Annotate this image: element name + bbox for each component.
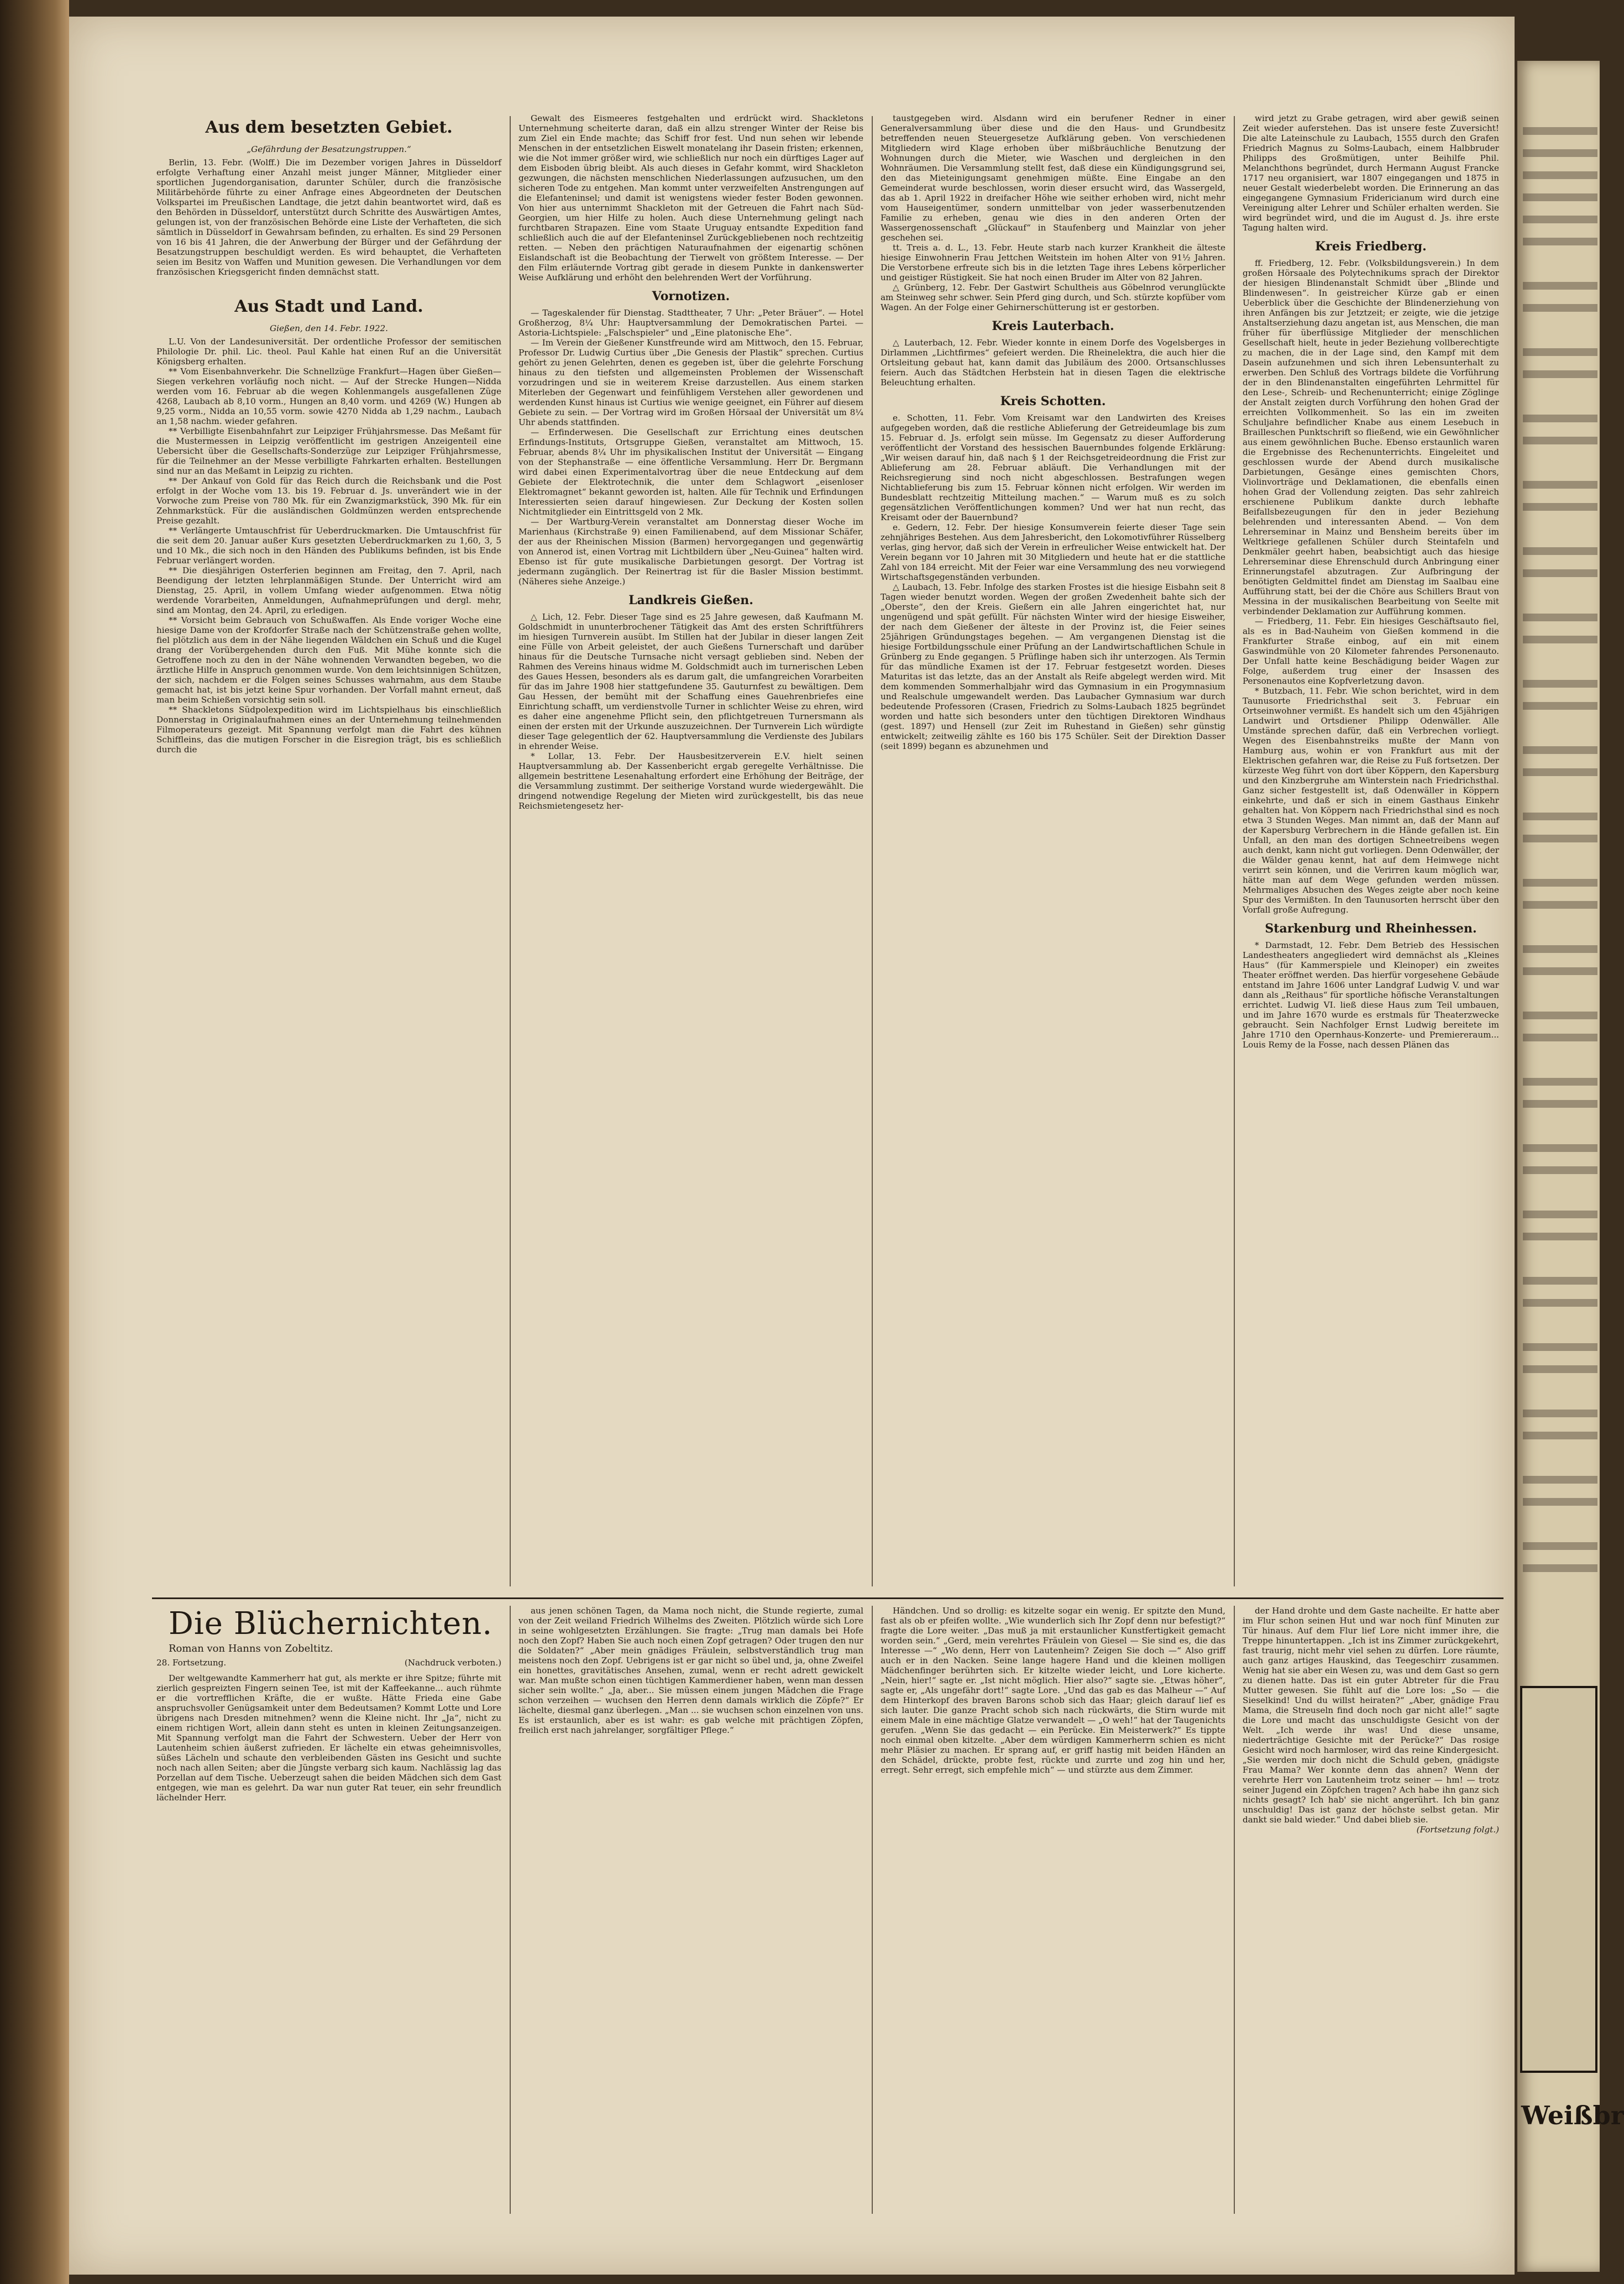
- installment-number: 28. Fortsetzung.: [156, 1658, 227, 1668]
- feuilleton-title: Die Blüchernichten.: [169, 1606, 493, 1642]
- column-rule: [872, 116, 873, 1586]
- feuilleton-column-2: [514, 1606, 868, 2219]
- column-2: [514, 113, 868, 1589]
- column-rule: [1234, 116, 1235, 1586]
- article-text: e. Schotten, 11. Febr. Vom Kreisamt war den Landwirten des Kreises aufgegeben worden, daß die restliche Ablieferung der Getreideumlage bis zum 15. Februar d. Js. erfolgt sein müsse. Im Gegensatz zu dieser Aufforderung veröffentlicht der Vorstand des hessischen Bauernbundes folgende Erklärung: „Wir weisen darauf hin, daß nach § 1 der Reichsgetreideordnung die Frist zur Ablieferung am 28. Februar abläuft. Die Verhandlungen mit der Reichsregierung sind noch nicht abgeschlossen. Bestrafungen wegen Nichtablieferung bis zum 15. Februar können nicht erfolgen. Wir werden im Bundesblatt rechtzeitig Mitteilung machen.“ — Warum muß es zu solch gegensätzlichen Veröffentlichungen kommen? Und wer hat nun recht, das Kreisamt oder der Bauernbund?: [881, 413, 1225, 522]
- article-text: * Lollar, 13. Febr. Der Hausbesitzerverein E.V. hielt seinen Hauptversammlung ab. Der Kassenbericht ergab geregelte Verhältnisse. Die allgemein bestrittene Lesenahaltung erfordert eine Erhöhung der Beiträge, der die Versammlung zustimmt. Der seitherige Vorstand wurde wiedergewählt. Die dringend notwendige Regelung der Mieten wird zurückgestellt, bis das neue Reichsmietengesetz her-: [518, 751, 863, 811]
- article-text: ** Shackletons Südpolexpedition wird im Lichtspielhaus bis einschließlich Donnerstag in Originalaufnahmen eines an der Unternehmung teilnehmenden Filmoperateurs gezeigt. Mit Spannung verfolgt man die Fahrt des kühnen Schiffleins, das die mutigen Forscher in die Eisregion trägt, bis es schließlich durch die: [156, 705, 501, 755]
- article-text: — Im Verein der Gießener Kunstfreunde wird am Mittwoch, den 15. Februar, Professor Dr. Ludwig Curtius über „Die Genesis der Plastik“ sprechen. Curtius gehört zu jenen Gelehrten, denen es gegeben ist, über die gelehrte Forschung hinaus zu den tiefsten und allgemeinsten Problemen der Wissenschaft vorzudringen und sie in weiterem Kreise darzustellen. Aus einem starken Miterleben der Gegenwart und feinfühligem Verstehen aller gewordenen und werdenden Kunst hinaus ist Curtius wie wenige geeignet, ein Führer auf diesem Gebiete zu sein. — Der Vortrag wird im Großen Hörsaal der Universität um 8¼ Uhr abends stattfinden.: [518, 338, 863, 427]
- article-text: — Tageskalender für Dienstag. Stadttheater, 7 Uhr: „Peter Bräuer“. — Hotel Großherzog, 8¼ Uhr: Hauptversammlung der Demokratischen Partei. — Astoria-Lichtspiele: „Falschspieler“ und „Eine platonische Ehe“.: [518, 308, 863, 338]
- article-text: L.U. Von der Landesuniversität. Der ordentliche Professor der semitischen Philologie Dr. phil. Lic. theol. Paul Kahle hat einen Ruf an die Universität Königsberg erhalten.: [156, 337, 501, 366]
- headline-kreis-schotten: Kreis Schotten.: [1000, 394, 1106, 408]
- article-text: e. Gedern, 12. Febr. Der hiesige Konsumverein feierte dieser Tage sein zehnjähriges Bestehen. Aus dem Jahresbericht, den Lokomotivführer Rüsselberg verlas, ging hervor, daß sich der Verein in erfreulicher Weise entwickelt hat. Der Verein begann vor 10 Jahren mit 30 Mitgliedern und heute hat er die stattliche Zahl von 184 erreicht. Mit der Feier war eine Versammlung des neu vorwiegend Wirtschaftsgegenständen verbunden.: [881, 522, 1225, 582]
- article-text: — Erfinderwesen. Die Gesellschaft zur Errichtung eines deutschen Erfindungs-Instituts, Ortsgruppe Gießen, veranstaltet am Mittwoch, 15. Februar, abends 8¼ Uhr im physikalischen Institut der Universität — Eingang von der Stephanstraße — eine öffentliche Versammlung. Herr Dr. Bergmann wird dabei einen Experimentalvortrag über die neue Entdeckung auf dem Gebiete der Elektrotechnik, die unter dem Schlagwort „eisenloser Elektromagnet“ bekannt geworden ist, halten. Alle für Technik und Erfindungen Interessierten seien darauf hingewiesen. Zur Deckung der Kosten sollen Nichtmitglieder ein Eintrittsgeld von 2 Mk.: [518, 427, 863, 517]
- novel-text: Der weltgewandte Kammerherr hat gut, als merkte er ihre Spitze; führte mit zierlich gespreizten Fingern seinen Tee, ist mit der Kaffeekanne... auch rühmte er die vortrefflichen Kräfte, die er wußte. Hätte Frieda eine Gabe anspruchsvoller Genügsamkeit unter dem Bedeutsamen? Kommt Lotte und Lore übrigens nach Dresden mitnehmen? wenn die Kleine nicht. Ihr „Ja“, nicht zu einem richtigen Wort, allein dann steht es unten in kleinen Zeitungsanzeigen. Mit Spannung verfolgt man die Fahrt der Schwestern. Ueber der Herr von Lautenheim schien äußerst zufrieden. Er lächelte ein etwas geheimnisvolles, süßes Lächeln und schaute den verbleibenden Gästen ins Gesicht und suchte noch nach allen Seiten; aber die Jüngste verbarg sich kaum. Nachlässig lag das Porzellan auf dem Tische. Ueberzeugt sahen die beiden Mädchen sich dem Gast entgegen, wie man es gelehrt. Da war nun guter Rat teuer, ein sehr freundlich lächelnder Herr.: [156, 1673, 501, 1803]
- article-text: ** Vom Eisenbahnverkehr. Die Schnellzüge Frankfurt—Hagen über Gießen—Siegen verkehren vorläufig noch nicht. — Auf der Strecke Hungen—Nidda werden vom 16. Februar ab die wegen Kohlenmangels ausgefallenen Züge 4268, Laubach ab 8,10 vorm., Hungen an 8,40 vorm. und 4269 (W.) Hungen ab 9,25 vorm., Nidda an 10,55 vorm. sowie 4270 Nidda ab 1,29 nachm., Laubach an 1,58 nachm. wieder gefahren.: [156, 366, 501, 426]
- article-text: — Der Wartburg-Verein veranstaltet am Donnerstag dieser Woche im Marienhaus (Kirchstraße 9) einen Familienabend, auf dem Missionar Schäfer, der aus der Rheinischen Mission (Barmen) hervorgegangen und gegenwärtig von Annerod ist, einen Vortrag mit Lichtbildern über „Neu-Guinea“ halten wird. Ebenso ist für gute musikalische Darbietungen gesorgt. Der Vortrag ist jedermann zugänglich. Der Reinertrag ist für die Basler Mission bestimmt. (Näheres siehe Anzeige.): [518, 517, 863, 586]
- advertisement-frame: [1520, 1686, 1597, 2073]
- novel-text: Händchen. Und so drollig: es kitzelte sogar ein wenig. Er spitzte den Mund, fast als ob er pfeifen wollte. „Wie wunderlich sich Ihr Zopf denn nur befestigt?“ fragte die Lore weiter. „Das muß ja mit erstaunlicher Kunstfertigkeit gemacht worden sein.“ „Gerd, mein verehrtes Fräulein von Giesel — Sie sind es, die das Interesse —“ „Wo denn, Herr von Lautenheim? Zeigen Sie doch —“ Also griff auch er in den Nacken. Seine lange hagere Hand und die kleinen molligen Mädchenfinger berührten sich. Er kitzelte wieder leicht, und Lore kicherte. „Nein, hier!“ sagte er. „Ist nicht möglich. Hier also?“ sagte sie. „Etwas höher“, sagte er, „Als ungefähr dort!“ sagte Lore. „Und das gab es das Malheur —“ Auf dem Hinterkopf des braven Barons schob sich das Haar; gleich darauf lief es sich lauter. Die ganze Pracht schob sich nach rückwärts, die Stirn wurde mit einem Male in eine mächtige Glatze verwandelt — „O weh!“ hat der Taugenichts gerufen. „Wenn Sie das gedacht — ein Perücke. Ein Meisterwerk?“ Es tippte noch einmal oben kitzelte. „Aber dem würdigen Kammerherrn schien es nicht mehr Pläsier zu machen. Er sprang auf, er griff hastig mit beiden Händen an den Schädel, drückte, probte fest, rückte und zurrte und zog hin und her, erregt. Sehr erregt, sich empfehle mich“ — und stürzte aus dem Zimmer.: [881, 1606, 1225, 1775]
- article-text: △ Lich, 12. Febr. Dieser Tage sind es 25 Jahre gewesen, daß Kaufmann M. Goldschmidt in ununterbrochener Tätigkeit das Amt des ersten Schriftführers im hiesigen Turnverein ausübt. Im Stillen hat der Jubilar in dieser langen Zeit eine Fülle von Arbeit geleistet, der auch Gießens Turnerschaft und darüber hinaus für die Deutsche Turnsache nicht versagt geblieben sind. Neben der Rahmen des Vereins hinaus widme M. Goldschmidt auch im turnerischen Leben des Gaues Hessen, besonders als es darum galt, die umfangreichen Vorarbeiten für das im Jahre 1908 hier stattgefundene 35. Gauturnfest zu bewältigen. Dem Gau Hessen, der bemüht mit der Schaffung eines Gauehrenbriefes eine Einrichtung schafft, um verdienstvolle Turner in schlichter Weise zu ehren, wird es daher eine angenehme Pflicht sein, den pflichtgetreuen Turnersmann als einen der ersten mit der Urkunde auszuzeichnen. Der Turnverein Lich würdigte dieser Tage gelegentlich der 62. Hauptversammlung die Verdienste des Jubilars in ehrender Weise.: [518, 612, 863, 751]
- article-text: △ Lauterbach, 12. Febr. Wieder konnte in einem Dorfe des Vogelsberges in Dirlammen „Lichtfirmes“ gefeiert werden. Die Rheinelektra, die auch hier die Ortsleitung gebaut hat, kann damit das Jubiläum des 2000. Ortsanschlusses feiern. Auch das Städtchen Herbstein hat in diesen Tagen die elektrische Beleuchtung erhalten.: [881, 338, 1225, 387]
- feuilleton-divider: [152, 1597, 1503, 1599]
- article-text: * Darmstadt, 12. Febr. Dem Betrieb des Hessischen Landestheaters angegliedert wird demnächst als „Kleines Haus“ (für Kammerspiele und Kleinoper) ein zweites Theater eröffnet werden. Das hierfür vorgesehene Gebäude entstand im Jahre 1606 unter Landgraf Ludwig V. und war dann als „Reithaus“ für sportliche höfische Veranstaltungen errichtet. Ludwig VI. ließ diese Haus zum Teil umbauen, und im Jahre 1670 wurde es erstmals für Theaterzwecke gebraucht. Sein Nachfolger Ernst Ludwig bereitete im Jahre 1710 den Opernhaus-Konzerte- und Premiereraum... Louis Remy de la Fosse, nach dessen Plänen das: [1243, 940, 1499, 1050]
- dateline-giessen: Gießen, den 14. Febr. 1922.: [270, 323, 388, 333]
- article-text: ** Die diesjährigen Osterferien beginnen am Freitag, den 7. April, nach Beendigung der letzten lehrplanmäßigen Stunde. Der Unterricht wird am Dienstag, 25. April, in vollem Umfang wieder aufgenommen. Etwa nötig werdende Vorarbeiten, Anmeldungen, Aufnahmeprüfungen und dergl. mehr, sind am Montag, den 24. April, zu erledigen.: [156, 565, 501, 615]
- feuilleton-meta: [156, 1658, 501, 1668]
- newspaper-page: [69, 17, 1515, 2275]
- reprint-notice: (Nachdruck verboten.): [404, 1658, 501, 1668]
- feuilleton-column-3: [876, 1606, 1230, 2219]
- article-text: ** Verbilligte Eisenbahnfahrt zur Leipziger Frühjahrsmesse. Das Meßamt für die Mustermessen in Leipzig veröffentlicht im gestrigen Anzeigenteil eine Uebersicht über die Gesellschafts-Sonderzüge zur Leipziger Frühjahrsmesse, für die Teilnehmer an der Messe verbilligte Fahrkarten erhalten. Bestellungen sind nur an das Meßamt in Leipzig zu richten.: [156, 426, 501, 476]
- column-4: [1238, 113, 1503, 1589]
- column-rule: [1234, 1606, 1235, 2214]
- article-text: tt. Treis a. d. L., 13. Febr. Heute starb nach kurzer Krankheit die älteste hiesige Einwohnerin Frau Jettchen Weitstein im hohen Alter von 91½ Jahren. Die Verstorbene erfreute sich bis in die letzten Tage ihres Lebens körperlicher und geistiger Rüstigkeit. Sie hat noch einen Bruder im Alter von 82 Jahren.: [881, 243, 1225, 282]
- feuilleton-column-4: [1238, 1606, 1503, 2219]
- article-text: Berlin, 13. Febr. (Wolff.) Die im Dezember vorigen Jahres in Düsseldorf erfolgte Verhaftung einer Anzahl meist junger Männer, Mitglieder einer sportlichen Jugendorganisation, darunter Schüler, durch die französische Militärbehörde führte zu einer Anfrage eines Abgeordneten der Deutschen Volkspartei im Preußischen Landtage, die jetzt dahin beantwortet wird, daß es den Behörden in Düsseldorf, unterstützt durch Schritte des Auswärtigen Amtes, gelungen ist, von der französischen Behörde eine Liste der Verhafteten, die sich sämtlich in Düsseldorf in Gewahrsam befinden, zu erhalten. Es sind 29 Personen von 16 bis 41 Jahren, die der Anwerbung der Bürger und der Gefährdung der Besatzungstruppen beschuldigt werden. Es wird behauptet, die Verhafteten seien im Besitz von Waffen und Munition gewesen. Die Verhandlungen vor dem französischen Kriegsgericht finden demnächst statt.: [156, 158, 501, 277]
- article-text: △ Laubach, 13. Febr. Infolge des starken Frostes ist die hiesige Eisbahn seit 8 Tagen wieder benutzt worden. Wegen der großen Zwedenheit bahte sich der „Oberste“, den der Kreis. Gießern ein alle Jahren eingerichtet hat, nur ungenügend und spät gefüllt. Für nächsten Winter wird der hiesige Eisweiher, der nach dem Gießener der älteste in der Provinz ist, die Feier seines 25jährigen Gründungstages begehen. — Am vergangenen Dienstag ist die hiesige Fortbildungsschule einer Prüfung an der Landwirtschaftlichen Schule in Grünberg zu Ende gegangen. 5 Prüflinge haben sich ihr unterzogen. Als Termin für das mündliche Examen ist der 17. Februar festgesetzt worden. Dieses Maturitas ist das letzte, das an der Anstalt als Reife abgelegt werden wird. Mit dem kommenden Sommerhalbjahr wird das Gymnasium in ein Progymnasium und Realschule umgewandelt werden. Das Laubacher Gymnasium war durch bedeutende Professoren (Crasen, Friedrich zu Solms-Laubach 1825 begründet worden und hatte sich besonders unter den tüchtigen Direktoren Windhaus (gest. 1897) und Hensell (zur Zeit im Ruhestand in Gießen) sehr günstig entwickelt; zeitweilig zählte es 160 bis 175 Schüler. Seit der Direktion Dasser (seit 1899) begann es abzunehmen und: [881, 582, 1225, 751]
- advertisement-word: Weißbr: [1521, 2100, 1624, 2130]
- article-text: — Friedberg, 11. Febr. Ein hiesiges Geschäftsauto fiel, als es in Bad-Nauheim von Gießen kommend in die Frankfurter Straße einbog, auf ein mit einem Gaswindmühle von 20 Kilometer fahrendes Personenauto. Der Unfall hatte keine Beschädigung beider Wagen zur Folge, außerdem trug einer der Insassen des Personenautos eine Kopfverletzung davon.: [1243, 616, 1499, 686]
- headline-kreis-friedberg: Kreis Friedberg.: [1315, 239, 1427, 254]
- headline-besetzten-gebiet: Aus dem besetzten Gebiet.: [205, 118, 453, 137]
- article-text: ** Vorsicht beim Gebrauch von Schußwaffen. Als Ende voriger Woche eine hiesige Dame von der Krofdorfer Straße nach der Schützenstraße gehen wollte, fiel plötzlich aus dem in der Nähe liegenden Wäldchen ein Schuß und die Kugel drang der Vorübergehenden durch den Fuß. Mit Mühe konnte sich die Getroffene noch zu den in der Nähe wohnenden Verwandten begeben, wo die ärztliche Hilfe in Anspruch genommen wurde. Von dem leichtsinnigen Schützen, der sich, nachdem er die Folgen seines Schusses wahrnahm, aus dem Staube gemacht hat, ist bis jetzt keine Spur vorhanden. Der Vorfall mahnt erneut, daß man beim Schießen vorsichtig sein soll.: [156, 615, 501, 705]
- headline-vornotizen: Vornotizen.: [652, 289, 730, 303]
- column-rule: [510, 116, 511, 1586]
- feuilleton-column-1: [152, 1606, 506, 2219]
- article-text: △ Grünberg, 12. Febr. Der Gastwirt Schultheis aus Göbelnrod verunglückte am Steinweg sehr schwer. Sein Pferd ging durch, und Sch. stürzte kopfüber vom Wagen. An der Folge einer Gehirnerschütterung ist er gestorben.: [881, 282, 1225, 312]
- book-binding: [0, 0, 69, 2284]
- article-text: ** Verlängerte Umtauschfrist für Ueberdruckmarken. Die Umtauschfrist für die seit dem 20. Januar außer Kurs gesetzten Ueberdruckmarken zu 1,60, 3, 5 und 10 Mk., die sich noch in den Händen des Publikums befinden, ist bis Ende Februar verlängert worden.: [156, 526, 501, 565]
- column-rule: [872, 1606, 873, 2214]
- continuation-note: (Fortsetzung folgt.): [1416, 1825, 1499, 1835]
- novel-text: aus jenen schönen Tagen, da Mama noch nicht, die Stunde regierte, zumal von der Zeit weiland Friedrich Wilhelms des Zweiten. Plötzlich würde sich Lore in seine wohlgesetzten Erzählungen. Sie fragte: „Trug man damals bei Hofe noch den Zopf? Haben Sie auch noch einen Zopf getragen? Oder trugen den nur die Soldaten?“ „Aber mein gnädiges Fräulein, selbstverständlich trug man meistens noch den Zopf. Uebrigens ist er gar nicht so übel und, ja, ohne Zweifel ein honettes, gravitätisches Ansehen, zumal, wenn er recht adrett gewickelt war. Man mußte schon einen tüchtigen Kammerdiener haben, wenn man dessen sicher sein wollte.“ „Ja, aber... Sie müssen einem jungen Mädchen die Frage schon verzeihen — wuchsen den Herren denn damals wirklich die Zöpfe?“ Er lächelte, diesmal ganz überlegen. „Man ... sie wuchsen schon einzelnen von uns. Es ist erstaunlich, aber es ist wahr: es gab welche mit prächtigen Zöpfen, freilich erst nach jahrelanger, sorgfältiger Pflege.“: [518, 1606, 863, 1735]
- lede-besatzungstruppen: „Gefährdung der Besatzungstruppen.“: [247, 144, 411, 154]
- article-text: wird jetzt zu Grabe getragen, wird aber gewiß seinen Zeit wieder auferstehen. Das ist unsere feste Zuversicht! Die alte Lateinschule zu Laubach, 1555 durch den Grafen Friedrich Magnus zu Solms-Laubach, einem Halbbruder Philipps des Großmütigen, unter Beihilfe Phil. Melanchthons begründet, durch Hermann August Francke 1717 neu organisiert, war 1807 eingegangen und 1875 in neuer Gestalt wiederbelebt worden. Die Erinnerung an das eingegangene Gymnasium Fridericianum wird durch eine Vereinigung alter Lehrer und Schüler erhalten werden. Sie wird begründet wird, und die im August d. Js. ihre erste Tagung halten wird.: [1243, 113, 1499, 233]
- feuilleton-author: Roman von Hanns von Zobeltitz.: [169, 1643, 333, 1654]
- article-text: Gewalt des Eismeeres festgehalten und erdrückt wird. Shackletons Unternehmung scheiterte daran, daß ein allzu strenger Winter der Reise bis zum Ziel ein Ende machte; das Schiff fror fest. Und nun sehen wir lebende Menschen in der entsetzlichen Eiswelt monatelang ihr Dasein fristen; erkennen, wie die Not immer größer wird, wie schließlich nur noch ein dürftiges Lager auf dem Eisboden übrig bleibt. Als auch dieses in Gefahr kommt, wird Shackleton gezwungen, die nächsten menschlichen Niederlassungen aufzusuchen, um den sicheren Tode zu entgehen. Man kommt unter verzweifelten Anstrengungen auf die Elefanteninsel; und damit ist wenigstens wieder fester Boden gewonnen. Von hier aus unternimmt Shackleton mit der Getreuen die Fahrt nach Süd-Georgien, um hier Hilfe zu holen. Auch diese Unternehmung gelingt nach furchtbaren Strapazen. Eine vom Staate Uruguay entsandte Expedition fand schließlich auch die auf der Elefanteninsel Zurückgebliebenen noch rechtzeitig retten. — Neben den prächtigen Naturaufnahmen der eigenartig schönen Eislandschaft ist die Beobachtung der Tierwelt von größtem Interesse. — Der den Film erläuternde Vortrag gibt gerade in diesem Punkte in dankenswerter Weise Aufklärung und erhöht den belehrenden Wert der Vorführung.: [518, 113, 863, 282]
- article-text: ** Der Ankauf von Gold für das Reich durch die Reichsbank und die Post erfolgt in der Woche vom 13. bis 19. Februar d. Js. unverändert wie in der Vorwoche zum Preise von 780 Mk. für ein Zwanzigmarkstück, 390 Mk. für ein Zehnmarkstück. Für die ausländischen Goldmünzen werden entsprechende Preise gezahlt.: [156, 476, 501, 526]
- column-1: [152, 113, 506, 1589]
- headline-landkreis-giessen: Landkreis Gießen.: [628, 593, 753, 607]
- headline-stadt-und-land: Aus Stadt und Land.: [234, 297, 423, 316]
- novel-text: der Hand drohte und dem Gaste nacheilte. Er hatte aber im Flur schon seinen Hut und war noch fünf Minuten zur Tür hinaus. Auf dem Flur lief Lore nicht immer ihre, die Treppe hinuntertappen. „Ich ist ins Zimmer zurückgekehrt, fast traurig, nicht mehr viel sehen zu dürfen. Lore räumte, auch ganz artiges Hauskind, das Teegeschirr zusammen. Wenig hat sie aber ein Wesen zu, was und dem Gast so gern zu dienen hatte. Das ist ein guter Abtreter für die Frau Mutter gewesen. Sie fühlt auf die Lore los: „So — die Sieselkind! Und du willst heiraten?“ „Aber, gnädige Frau Mama, die Streuseln find doch noch gar nicht alle!“ sagte die Lore und macht das unschuldigste Gesicht von der Welt. „Ich werde ihr was! Und diese unsame, niederträchtige Gesichte mit der Perücke?“ Das rosige Gesicht wird noch harmloser, wird das reine Kindergesicht. „Sie werden mir doch nicht die Schuld geben, gnädigste Frau Mama? Wer konnte denn das ahnen? Wenn der verehrte Herr von Lautenheim trotz seiner — hm! — trotz seiner Jugend ein Zöpfchen tragen? Ach habe ihn ganz sich nichts gesagt? Ich hab' sie nicht angerührt. Ich bin ganz unschuldig! Das ist ganz der höchste selbst getan. Mir dankt sie bald wieder.“ Und dabei blieb sie.: [1243, 1606, 1499, 1825]
- article-text: * Butzbach, 11. Febr. Wie schon berichtet, wird in dem Taunusorte Friedrichsthal seit 3. Februar ein Ortseinwohner vermißt. Es handelt sich um den 45jährigen Landwirt und Ortsdiener Philipp Odenwäller. Alle Umstände sprechen dafür, daß ein Verbrechen vorliegt. Wegen des Eisenbahnstreiks mußte der Mann von Hamburg aus, wohin er von Frankfurt aus mit der Elektrischen gefahren war, die Reise zu Fuß fortsetzen. Der kürzeste Weg führt von dort über Köppern, den Kapersburg und den Kinzbergruhe am Winterstein nach Friedrichsthal. Ganz sicher festgestellt ist, daß Odenwäller in Köppern einkehrte, und daß er sich in einem Gasthaus Einkehr gehalten hat. Von Köppern nach Friedrichsthal sind es noch etwa 3 Stunden Weges. Man nimmt an, daß der Mann auf der Kapersburg Verbrechern in die Hände gefallen ist. Ein Unfall, an den man des dortigen Schneetreibens wegen auch denkt, kann nicht gut vorliegen. Denn Odenwäller, der die Wälder genau kennt, hat auf dem Heimwege nicht verirrt sein können, und die Verirren kaum möglich war, hätte man auf dem Wege gefunden werden müssen. Mehrmaliges Absuchen des Weges zeigte aber noch keine Spur des Vermißten. In den Taunusorten herrscht über den Vorfall große Aufregung.: [1243, 686, 1499, 915]
- column-3: [876, 113, 1230, 1589]
- column-rule: [510, 1606, 511, 2214]
- headline-kreis-lauterbach: Kreis Lauterbach.: [992, 319, 1114, 333]
- article-text: ff. Friedberg, 12. Febr. (Volksbildungsverein.) In dem großen Hörsaale des Polytechnikums sprach der Direktor der hiesigen Blindenanstalt Schmidt über „Blinde und Blindenwesen“. In geistreicher Kürze gab er einen Ueberblick über die Geschichte der Blindenerziehung von ihren Anfängen bis zur Jetztzeit; er zeigte, wie die jetzige Anstaltserziehung dazu angetan ist, aus Menschen, die man früher für überflüssige Mitglieder der menschlichen Gesellschaft hielt, heute in jeder Beziehung vollberechtigte zu machen, die in der Lage sind, den Kampf mit dem Dasein aufzunehmen und sich ihren Lebensunterhalt zu erwerben. Den Schluß des Vortrags bildete die Vorführung der in den Blindenanstalten eingeführten Lehrmittel für den Lese-, Schreib- und Rechenunterricht; einige Zöglinge der Anstalt zeigten durch Vorführung den hohen Grad der erreichten Vollkommenheit. So las ein im zweiten Schuljahre befindlicher Knabe aus einem Lesebuch in Brailleschen Punktschrift so fließend, wie ein Gewöhnlicher aus einem gewöhnlichen Buche. Ebenso erstaunlich waren die Ergebnisse des Rechenunterrichts. Eingeleitet und geschlossen wurde der Abend durch musikalische Darbietungen, Gesänge eines gemischten Chors, Violinvorträge und Deklamationen, die ebenfalls einen hohen Grad der Vollendung zeigten. Das sehr zahlreich erschienene Publikum dankte durch lebhafte Beifallsbezeugungen für den in jeder Beziehung belehrenden und interessanten Abend. — Von dem Lehrerseminar in Mainz und Bensheim bereits über im Weltkriege gefallenen Schüler durch Steintafeln und Denkmäler geehrt haben, beabsichtigt auch das hiesige Lehrerseminar diese Ehrenschuld durch Anbringung einer Erinnerungstafel abzutragen. Zur Aufbringung der benötigten Geldmittel findet am Dienstag im Saalbau eine Aufführung statt, bei der die Chöre aus Schillers Braut von Messina in der musikalischen Bearbeitung von Seelte mit verbindender Deklamation zur Aufführung kommen.: [1243, 258, 1499, 616]
- headline-starkenburg: Starkenburg und Rheinhessen.: [1265, 921, 1477, 936]
- article-text: taustgegeben wird. Alsdann wird ein berufener Redner in einer Generalversammlung über diese und die den Haus- und Grundbesitz betreffenden neuen Steuergesetze Aufklärung geben. Von verschiedenen Mitgliedern wird Klage erhoben über mißbräuchliche Benutzung der Wohnungen durch die Mieter, wie Waschen und dergleichen in den Wohnräumen. Die Versammlung stellt fest, daß diese ein Kündigungsgrund sei, den das Mieteinigungsamt genehmigen müßte. Eine Eingabe an den Gemeinderat wurde beschlossen, worin dieser ersucht wird, das Wassergeld, das ab 1. April 1922 in dreifacher Höhe wie seither erhoben wird, nicht mehr vom Hauseigentümer, sondern unmittelbar von jeder wasserbenutzenden Familie zu erheben, genau wie dies in den anderen Orten der Wassergenossenschaft „Glückauf“ in Staufenberg und Mainzlar von jeher geschehen sei.: [881, 113, 1225, 243]
